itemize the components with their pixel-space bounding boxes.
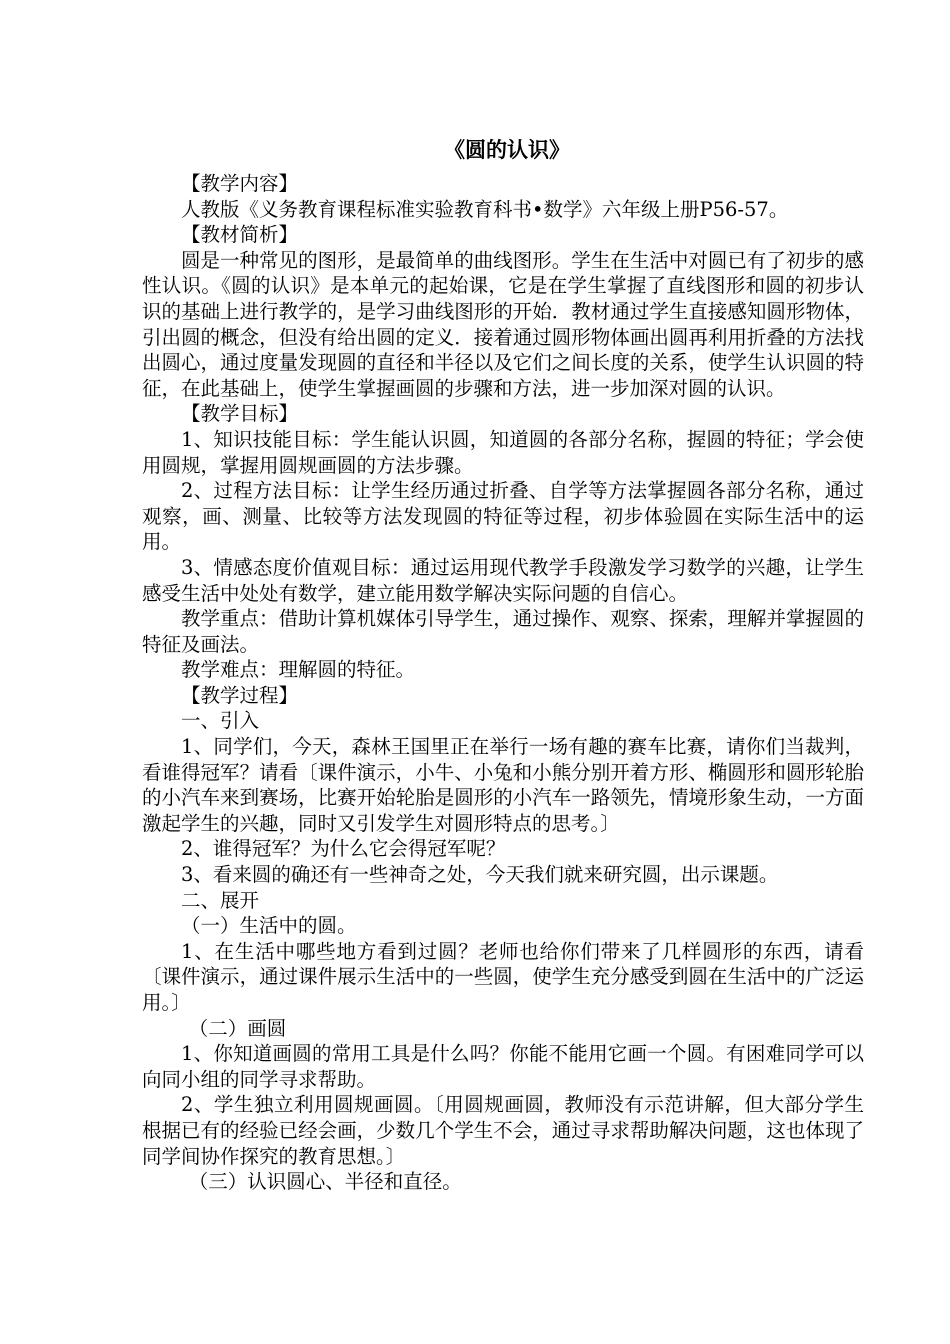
paragraph-key-point: 教学重点：借助计算机媒体引导学生，通过操作、观察、探索，理解并掌握圆的特征及画法。 bbox=[142, 607, 864, 656]
document-title: 《圆的认识》 bbox=[444, 137, 570, 162]
paragraph-goal-process: 2、过程方法目标：让学生经历通过折叠、自学等方法掌握圆各部分名称，通过观察，画、测量、比较等方法发现圆的特征等过程，初步体验圆在实际生活中的运用。 bbox=[142, 479, 864, 554]
section-introduction: 一、引入 bbox=[181, 709, 260, 733]
subsection-drawing-circles: （二）画圆 bbox=[188, 1016, 287, 1040]
paragraph-intro-3: 3、看来圆的确还有一些神奇之处，今天我们就来研究圆，出示课题。 bbox=[181, 863, 779, 887]
paragraph-goal-attitude: 3、情感态度价值观目标：通过运用现代教学手段激发学习数学的兴趣，让学生感受生活中处处有数学，建立能用数学解决实际问题的自信心。 bbox=[142, 555, 864, 605]
paragraph-drawing-1: 1、你知道画圆的常用工具是什么吗？你能不能用它画一个圆。有困难同学可以向同小组的同学寻求帮助。 bbox=[142, 1042, 864, 1091]
paragraph-goal-knowledge: 1、知识技能目标：学生能认识圆，知道圆的各部分名称，握圆的特征；学会使用圆规，掌握用圆规画圆的方法步骤。 bbox=[142, 427, 864, 477]
section-development: 二、展开 bbox=[181, 888, 260, 912]
paragraph-difficulty: 教学难点：理解圆的特征。 bbox=[181, 658, 416, 682]
paragraph-intro-2: 2、谁得冠军？为什么它会得冠军呢？ bbox=[181, 837, 506, 861]
paragraph-circles-in-life-1: 1、在生活中哪些地方看到过圆？老师也给你们带来了几样圆形的东西，请看〔课件演示，通过课件展示生活中的一些圆，使学生充分感受到圆在生活中的广泛运用。〕 bbox=[142, 939, 864, 1014]
subsection-circles-in-life: （一）生活中的圆。 bbox=[181, 914, 357, 938]
subsection-center-radius-diameter: （三）认识圆心、半径和直径。 bbox=[188, 1170, 462, 1194]
paragraph-textbook-reference: 人教版《义务教育课程标准实验教育科书•数学》六年级上册P56-57。 bbox=[181, 197, 789, 221]
heading-teaching-content: 【教学内容】 bbox=[181, 172, 299, 195]
paragraph-drawing-2: 2、学生独立利用圆规画圆。〔用圆规画圆，教师没有示范讲解，但大部分学生根据已有的经验已经会画，少数几个学生不会，通过寻求帮助解决问题，这也体现了同学间协作探究的教育思想。〕 bbox=[142, 1093, 864, 1168]
paragraph-textbook-analysis: 圆是一种常见的图形，是最简单的曲线图形。学生在生活中对圆已有了初步的感性认识。《圆的认识》是本单元的起始课，它是在学生掌握了直线图形和圆的初步认识的基础上进行教学的，是学习曲线图形的开始．教材通过学生直接感知圆形物体，引出圆的概念，但没有给出圆的定义．接着通过圆形物体画出圆再利用折叠的方法找出圆心，通过度量发现圆的直径和半径以及它们之间长度的关系，使学生认识圆的特征，在此基础上，使学生掌握画圆的步骤和方法，进一步加深对圆的认识。 bbox=[142, 248, 864, 400]
heading-textbook-analysis: 【教材简析】 bbox=[181, 223, 299, 247]
document-body bbox=[142, 128, 864, 1195]
paragraph-intro-1: 1、同学们，今天，森林王国里正在举行一场有趣的赛车比赛，请你们当裁判，看谁得冠军？请看〔课件演示，小牛、小兔和小熊分别开着方形、椭圆形和圆形轮胎的小汽车来到赛场，比赛开始轮胎是圆形的小汽车一路领先，情境形象生动，一方面激起学生的兴趣，同时又引发学生对圆形特点的思考。〕 bbox=[142, 735, 864, 835]
heading-teaching-process: 【教学过程】 bbox=[181, 683, 299, 707]
heading-teaching-goals: 【教学目标】 bbox=[181, 402, 299, 426]
